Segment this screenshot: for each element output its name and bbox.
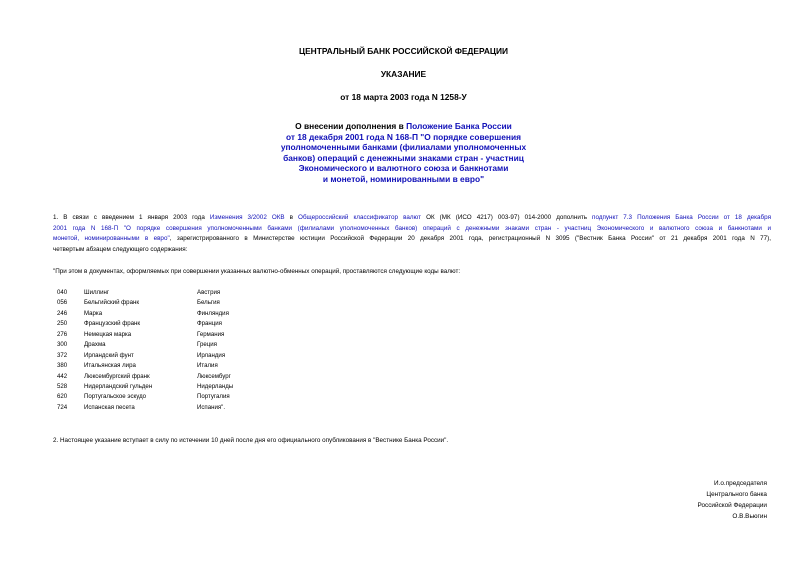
signer-organization-country: Российской Федерации: [697, 502, 767, 509]
paragraph-1: [53, 213, 771, 255]
document-title: [0, 121, 807, 185]
signature-block: [698, 478, 768, 522]
title-link-regulation[interactable]: Положение Банка России: [406, 121, 512, 131]
country-name: Испания".: [197, 403, 226, 411]
country-name: Австрия: [197, 289, 221, 296]
title-link-line[interactable]: и монетой, номинированными в евро": [322, 173, 485, 184]
country-name: Ирландия: [197, 351, 226, 359]
document-date: от 18 марта 2003 года N 1258-У: [340, 92, 467, 102]
country-name: Франция: [197, 320, 222, 328]
document-type: УКАЗАНИЕ: [380, 69, 427, 79]
issuer-heading: ЦЕНТРАЛЬНЫЙ БАНК РОССИЙСКОЙ ФЕДЕРАЦИИ: [298, 46, 509, 56]
currency-name: Марка: [84, 309, 103, 317]
paragraph-line: [53, 213, 771, 224]
currency-code: 040: [57, 289, 68, 296]
currency-code: 246: [57, 309, 68, 317]
title-line: [0, 121, 807, 132]
currency-name: Драхма: [84, 341, 106, 349]
currency-code: 276: [57, 330, 68, 338]
country-name: Германия: [197, 330, 225, 338]
paragraph-line: четвертым абзацем следующего содержания:: [53, 245, 188, 253]
country-name: Португалия: [197, 393, 230, 401]
currency-code: 528: [57, 382, 68, 390]
text-fragment: 1. В связи с введением 1 января 2003 года: [53, 214, 210, 221]
currency-code: 372: [57, 351, 68, 359]
country-name: Финляндия: [197, 309, 229, 317]
currency-name: Португальское эскудо: [84, 393, 147, 401]
text-fragment: в: [284, 214, 299, 221]
title-link-line[interactable]: уполномоченными банками (филиалами уполномоченных: [280, 142, 527, 153]
codes-intro: "При этом в документах, оформляемых при совершении указанных валютно-обменных операций, проставляются следующие коды валют:: [53, 268, 461, 275]
currency-code: 442: [57, 372, 68, 380]
currency-name: Бельгийский франк: [84, 299, 139, 307]
signer-name: О.В.Вьюгин: [732, 513, 767, 520]
link-subclause[interactable]: подпункт 7.3 Положения Банка России от 18 декабря: [592, 214, 771, 221]
country-name: Италия: [197, 362, 218, 370]
country-name: Бельгия: [197, 299, 220, 307]
currency-name: Испанская песета: [84, 403, 135, 411]
currency-code: 724: [57, 403, 68, 411]
link-regulation-continued[interactable]: 2001 года N 168-П "О порядке совершения уполномоченными банками (филиалами уполномоченных банков) операций с денежными знаками стран - участниц Экономического и валютного союза и банкнотами и: [53, 224, 771, 232]
link-regulation-end[interactable]: монетой, номинированными в евро": [53, 235, 170, 243]
signer-position: И.о.председателя: [714, 480, 767, 487]
country-name: Нидерланды: [197, 382, 234, 390]
link-amendment[interactable]: Изменения 3/2002 ОКВ: [209, 214, 285, 221]
title-link-line[interactable]: банков) операций с денежными знаками стран - участниц: [283, 152, 524, 163]
currency-code: 250: [57, 320, 68, 328]
currency-code: 056: [57, 299, 68, 307]
paragraph-line: [53, 234, 771, 245]
currency-name: Шиллинг: [84, 289, 110, 296]
country-name: Люксембург: [197, 372, 231, 380]
title-link-line[interactable]: от 18 декабря 2001 года N 168-П "О порядке совершения: [285, 131, 521, 142]
currency-name: Ирландский фунт: [84, 351, 134, 359]
title-link-line[interactable]: Экономического и валютного союза и банкнотами: [298, 163, 509, 174]
title-prefix: О внесении дополнения в: [295, 121, 407, 131]
text-fragment: , зарегистрированного в Министерстве юстиции Российской Федерации 20 декабря 2001 года, регистрационный N 3095 ("Вестник Банка России" от 21 декабря 2001 года N 77),: [169, 235, 771, 243]
currency-name: Немецкая марка: [84, 330, 132, 338]
currency-name: Нидерландский гульден: [84, 382, 153, 390]
country-name: Греция: [197, 341, 217, 349]
text-fragment: ОК (МК (ИСО 4217) 003-97) 014-2000 дополнить: [421, 214, 593, 221]
currency-code: 380: [57, 362, 68, 370]
paragraph-2: 2. Настоящее указание вступает в силу по истечении 10 дней после дня его официального опубликования в "Вестнике Банка России".: [53, 437, 449, 444]
currency-code: 300: [57, 341, 68, 349]
signer-organization: Центрального банка: [706, 491, 767, 498]
currency-code: 620: [57, 393, 68, 401]
currency-name: Итальянская лира: [84, 362, 136, 370]
currency-name: Французский франк: [84, 320, 141, 328]
currency-name: Люксембургский франк: [84, 372, 150, 380]
link-classifier[interactable]: Общероссийский классификатор валют: [298, 214, 422, 221]
